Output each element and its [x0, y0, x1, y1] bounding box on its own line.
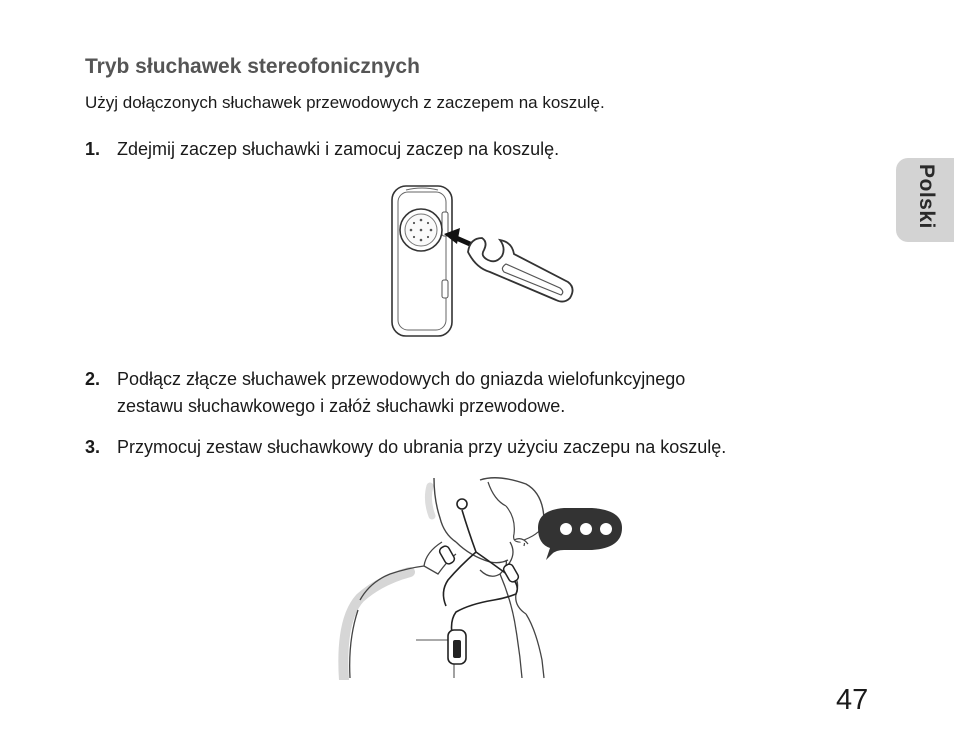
- person-wearing-headset-illustration: [330, 470, 630, 680]
- headset-clip-illustration: [380, 182, 580, 342]
- step-number: 1.: [85, 139, 101, 159]
- page-number: 47: [836, 684, 869, 716]
- step-number: 3.: [85, 437, 101, 457]
- step-number: 2.: [85, 369, 101, 389]
- intro-text: Użyj dołączonych słuchawek przewodowych z zaczepem na koszulę.: [85, 93, 605, 112]
- section-heading: Tryb słuchawek stereofonicznych: [85, 55, 420, 78]
- step-text: Przymocuj zestaw słuchawkowy do ubrania przy użyciu zaczepu na koszulę.: [117, 437, 727, 457]
- language-tab-label: Polski: [915, 164, 938, 229]
- step-text: Zdejmij zaczep słuchawki i zamocuj zaczep na koszulę.: [117, 139, 560, 159]
- language-tab: [896, 158, 954, 242]
- step-text: Podłącz złącze słuchawek przewodowych do gniazda wielofunkcyjnego: [117, 369, 686, 389]
- step-text: zestawu słuchawkowego i załóż słuchawki przewodowe.: [117, 396, 566, 416]
